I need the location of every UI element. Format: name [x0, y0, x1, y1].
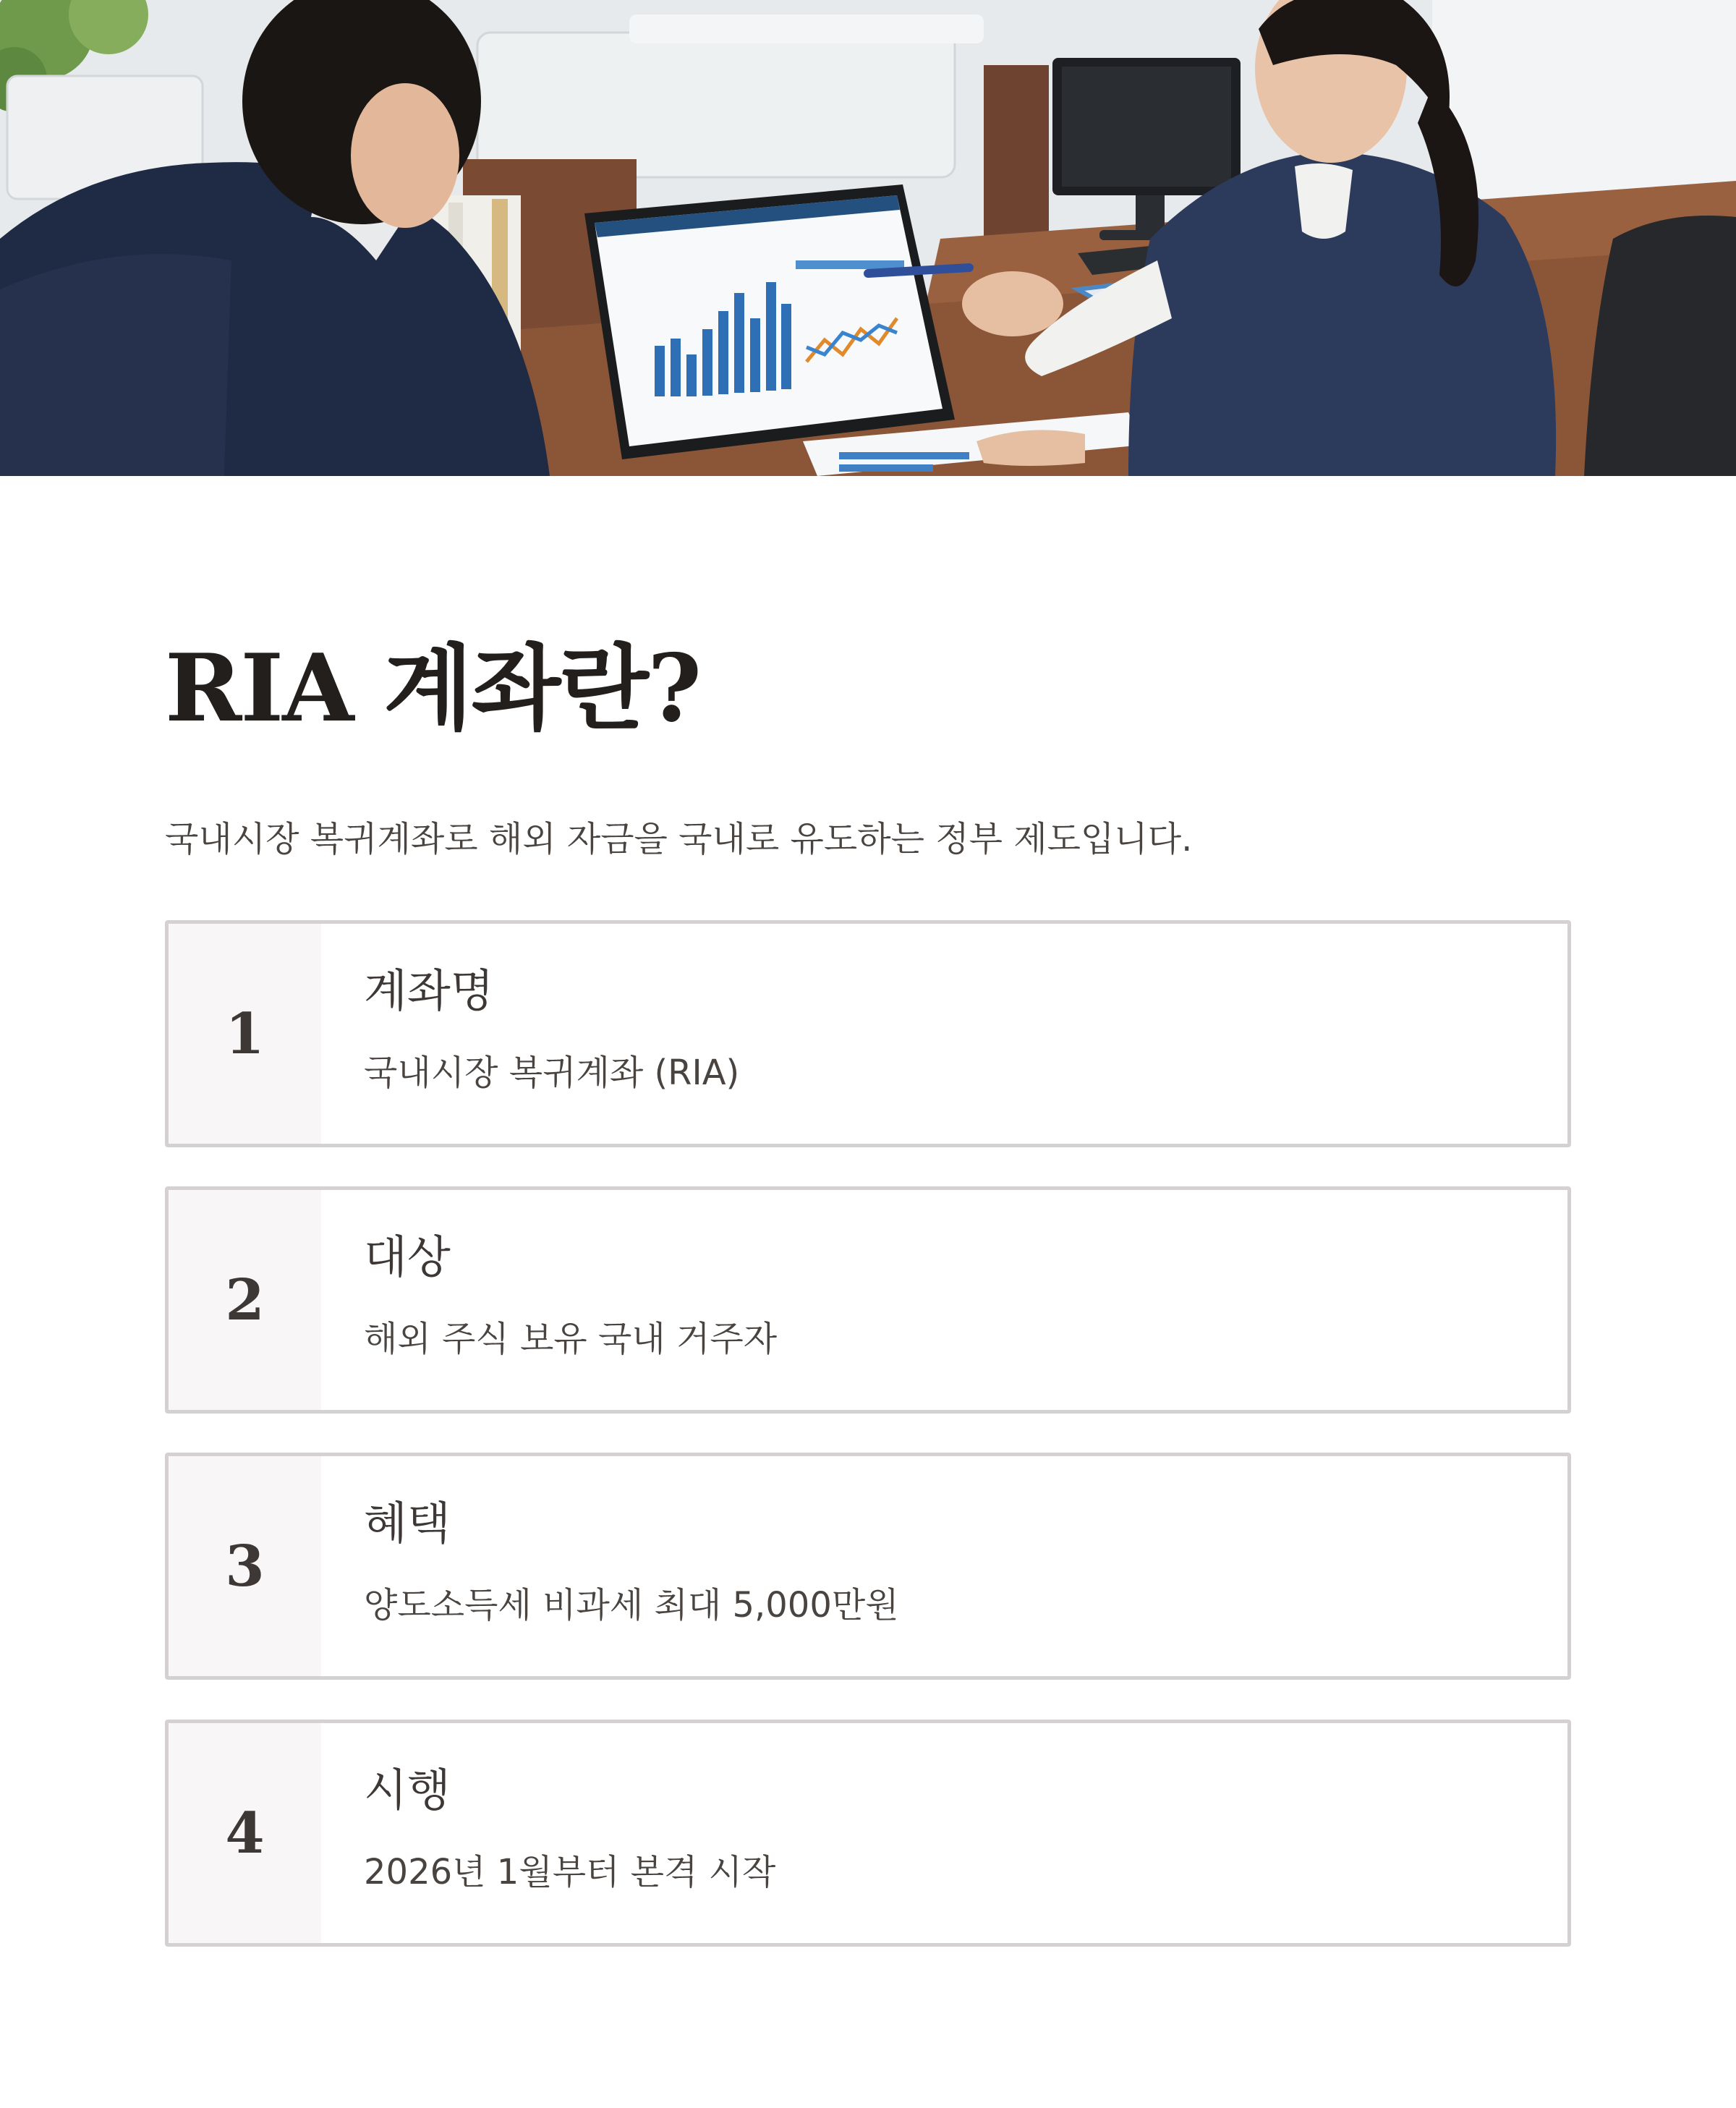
card-number: 2: [169, 1190, 321, 1410]
office-consultation-photo-icon: [0, 0, 1736, 476]
hero-image: [0, 0, 1736, 476]
card-label: 혜택: [364, 1497, 451, 1550]
card-number: 1: [169, 924, 321, 1144]
info-card-benefit: [165, 1453, 1571, 1680]
info-card-target: [165, 1186, 1571, 1414]
card-label: 대상: [364, 1231, 451, 1283]
card-number: 4: [169, 1723, 321, 1943]
page-subtitle: 국내시장 복귀계좌로 해외 자금을 국내로 유도하는 정부 제도입니다.: [165, 819, 1193, 859]
page-title: RIA 계좌란?: [165, 634, 701, 743]
card-value: 해외 주식 보유 국내 거주자: [364, 1319, 778, 1359]
card-value: 양도소득세 비과세 최대 5,000만원: [364, 1585, 899, 1625]
info-card-launch: [165, 1720, 1571, 1947]
card-value: 국내시장 복귀계좌 (RIA): [364, 1053, 740, 1093]
info-card-account-name: [165, 920, 1571, 1147]
card-label: 계좌명: [364, 964, 494, 1017]
card-value: 2026년 1월부터 본격 시작: [364, 1852, 776, 1892]
card-label: 시행: [364, 1764, 451, 1816]
card-number: 3: [169, 1456, 321, 1676]
